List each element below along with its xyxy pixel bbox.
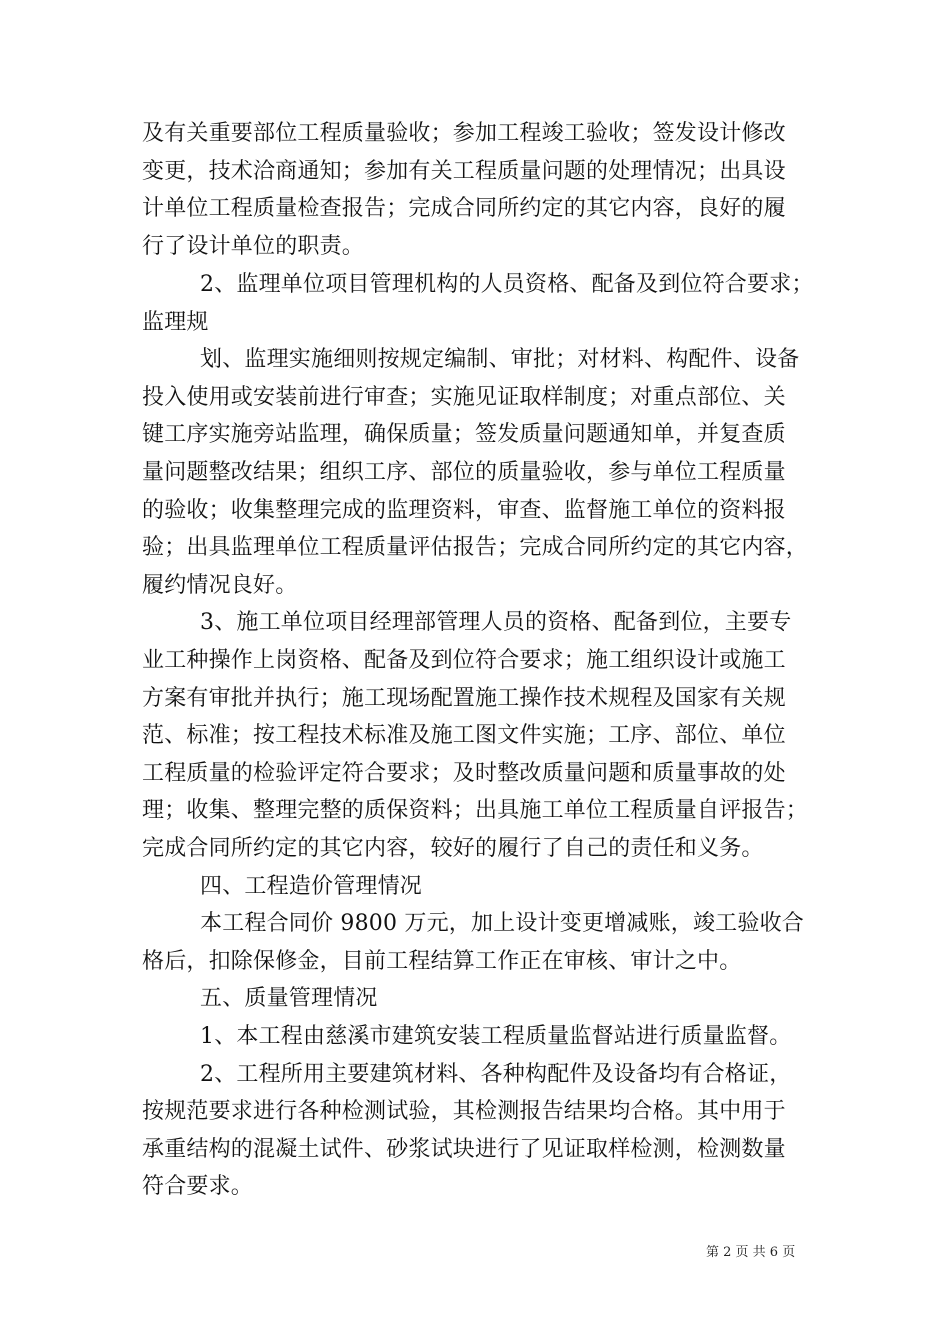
- text-line: 的验收；收集整理完成的监理资料，审查、监督施工单位的资料报: [142, 498, 786, 523]
- text-line: 及有关重要部位工程质量验收；参加工程竣工验收；签发设计修改: [142, 121, 786, 146]
- text-line: 本工程合同价 9800 万元，加上设计变更增减账，竣工验收合: [200, 911, 804, 936]
- text-line: 范、标准；按工程技术标准及施工图文件实施；工序、部位、单位: [142, 723, 786, 748]
- text-line: 验；出具监理单位工程质量评估报告；完成合同所约定的其它内容，: [142, 535, 809, 560]
- text-line: 2、工程所用主要建筑材料、各种构配件及设备均有合格证，: [200, 1062, 792, 1087]
- text-line: 格后，扣除保修金，目前工程结算工作正在审核、审计之中。: [142, 949, 742, 974]
- text-line: 方案有审批并执行；施工现场配置施工操作技术规程及国家有关规: [142, 686, 786, 711]
- text-line: 变更，技术洽商通知；参加有关工程质量问题的处理情况；出具设: [142, 159, 786, 184]
- text-line: 1、本工程由慈溪市建筑安装工程质量监督站进行质量监督。: [200, 1024, 792, 1049]
- text-line: 投入使用或安装前进行审查；实施见证取样制度；对重点部位、关: [142, 385, 786, 410]
- text-line: 划、监理实施细则按规定编制、审批；对材料、构配件、设备: [200, 347, 800, 372]
- text-line: 理；收集、整理完整的质保资料；出具施工单位工程质量自评报告；: [142, 798, 809, 823]
- text-line: 3、施工单位项目经理部管理人员的资格、配备到位，主要专: [200, 610, 792, 635]
- text-line: 监理规: [142, 310, 209, 335]
- text-line: 业工种操作上岗资格、配备及到位符合要求；施工组织设计或施工: [142, 648, 786, 673]
- text-line: 工程质量的检验评定符合要求；及时整改质量问题和质量事故的处: [142, 761, 786, 786]
- text-line: 2、监理单位项目管理机构的人员资格、配备及到位符合要求；: [200, 272, 814, 297]
- text-line: 量问题整改结果；组织工序、部位的质量验收，参与单位工程质量: [142, 460, 786, 485]
- text-line: 符合要求。: [142, 1174, 254, 1199]
- page-footer: 第 2 页 共 6 页: [706, 1245, 796, 1260]
- text-line: 按规范要求进行各种检测试验，其检测报告结果均合格。其中用于: [142, 1099, 786, 1124]
- text-line: 履约情况良好。: [142, 573, 298, 598]
- text-line: 计单位工程质量检查报告；完成合同所约定的其它内容，良好的履: [142, 196, 786, 221]
- section-heading: 四、工程造价管理情况: [200, 874, 423, 899]
- text-line: 行了设计单位的职责。: [142, 234, 365, 259]
- section-heading: 五、质量管理情况: [200, 986, 378, 1011]
- text-line: 键工序实施旁站监理，确保质量；签发质量问题通知单，并复查质: [142, 422, 786, 447]
- text-line: 完成合同所约定的其它内容，较好的履行了自己的责任和义务。: [142, 836, 764, 861]
- text-line: 承重结构的混凝土试件、砂浆试块进行了见证取样检测，检测数量: [142, 1137, 786, 1162]
